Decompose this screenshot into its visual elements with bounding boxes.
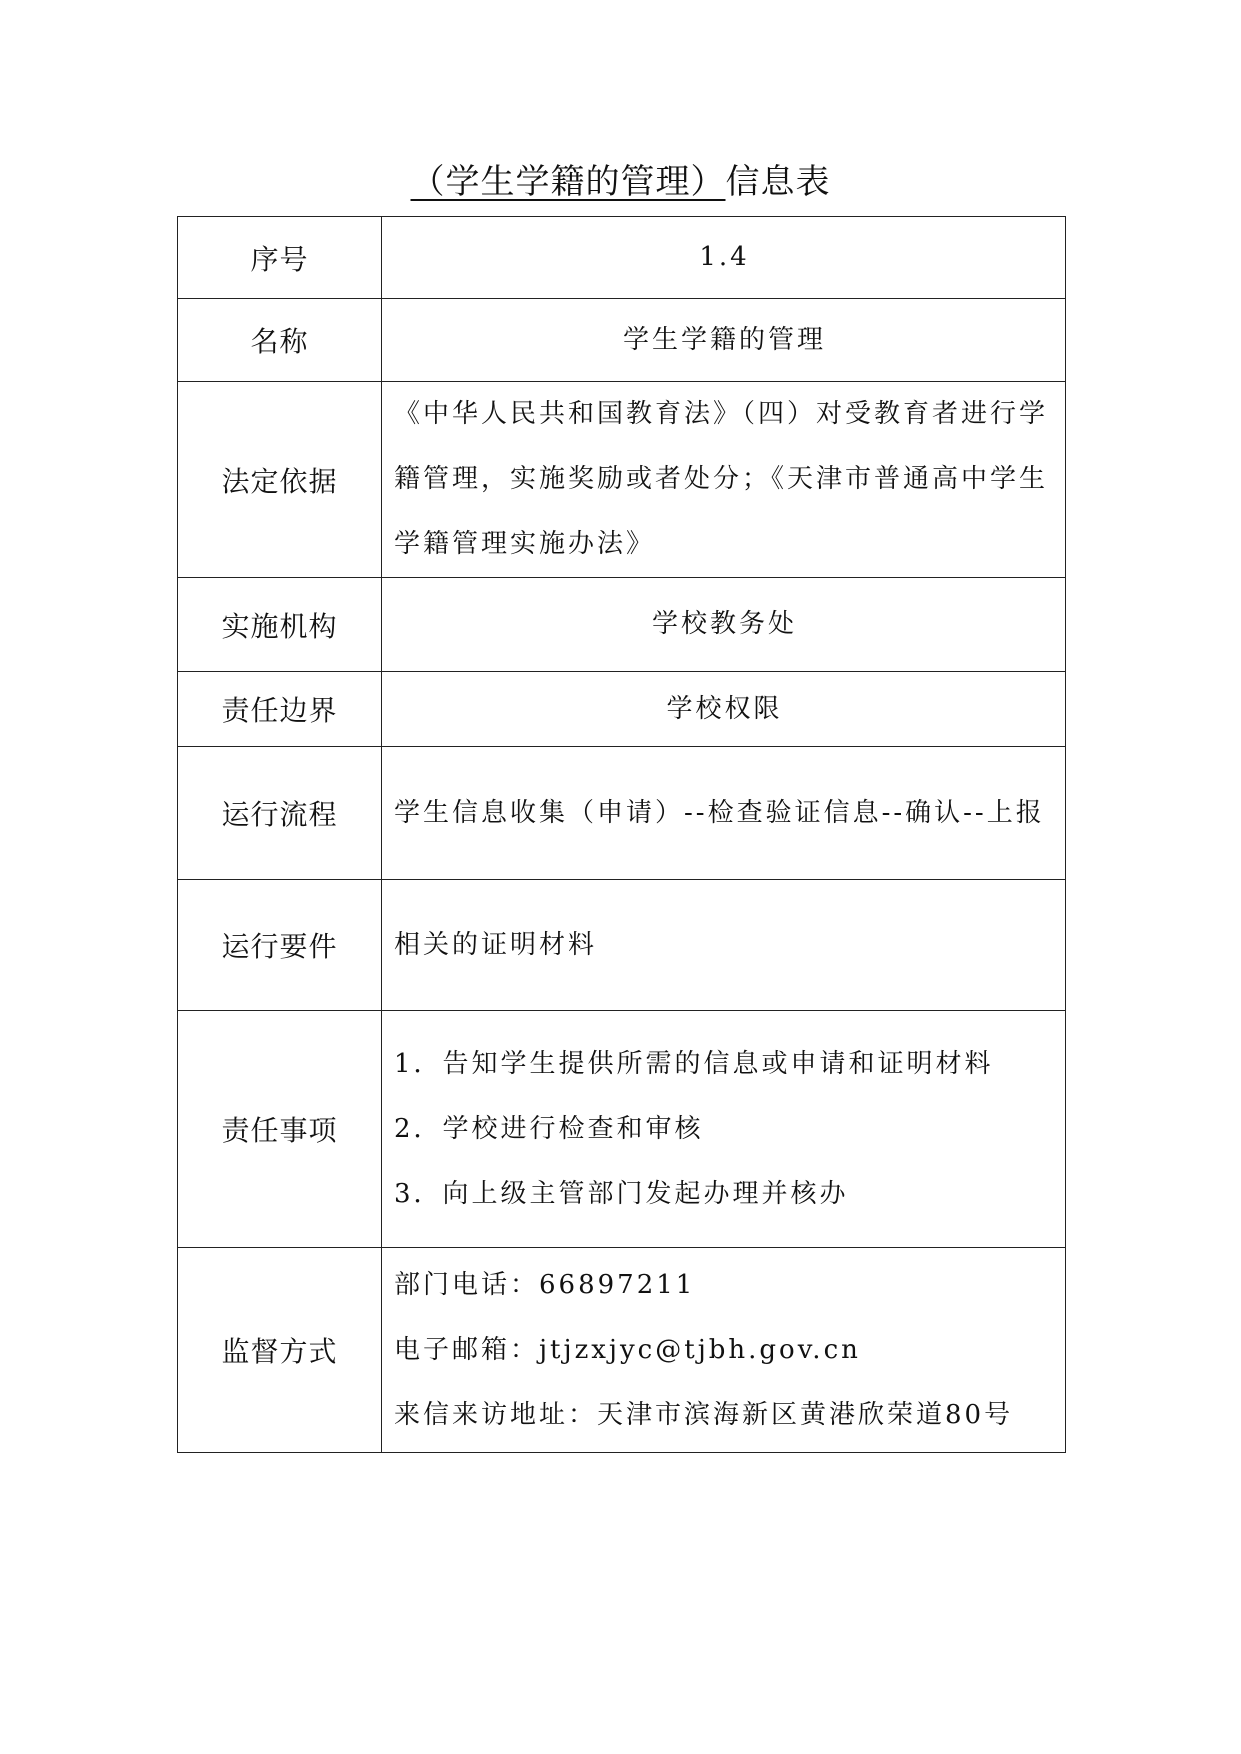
info-table	[177, 216, 1066, 1453]
process-text: 学生信息收集（申请）--检查验证信息--确认--上报	[394, 797, 1045, 828]
label-name: 名称	[178, 299, 382, 382]
value-requirements: 相关的证明材料	[382, 880, 1066, 1011]
table-row-legal-basis	[178, 382, 1066, 578]
label-legal-basis: 法定依据	[178, 382, 382, 578]
value-process	[382, 747, 1066, 880]
legal-basis-text: 《中华人民共和国教育法》（四）对受教育者进行学籍管理，实施奖励或者处分；《天津市普通高中学生学籍管理实施办法》	[394, 399, 1049, 559]
value-responsibilities	[382, 1011, 1066, 1248]
table-row-agency	[178, 578, 1066, 672]
title-suffix: 信息表	[725, 162, 831, 202]
label-serial: 序号	[178, 217, 382, 299]
table-row-process	[178, 747, 1066, 880]
document-title	[0, 160, 1241, 204]
value-name: 学生学籍的管理	[382, 299, 1066, 382]
label-responsibilities: 责任事项	[178, 1011, 382, 1248]
label-process: 运行流程	[178, 747, 382, 880]
value-supervision	[382, 1248, 1066, 1453]
table-row-supervision	[178, 1248, 1066, 1453]
supervision-email: 电子邮箱：jtjzxjyc@tjbh.gov.cn	[394, 1334, 861, 1365]
responsibility-item: 2．学校进行检查和审核	[394, 1113, 704, 1144]
value-agency: 学校教务处	[382, 578, 1066, 672]
supervision-phone: 部门电话：66897211	[394, 1269, 696, 1300]
table-row-name	[178, 299, 1066, 382]
title-underlined-part: （学生学籍的管理）	[410, 162, 726, 202]
responsibility-item: 1．告知学生提供所需的信息或申请和证明材料	[394, 1048, 994, 1079]
label-requirements: 运行要件	[178, 880, 382, 1011]
table-row-serial	[178, 217, 1066, 299]
table-row-boundary	[178, 672, 1066, 747]
value-serial: 1.4	[382, 217, 1066, 299]
value-boundary: 学校权限	[382, 672, 1066, 747]
label-agency: 实施机构	[178, 578, 382, 672]
label-supervision: 监督方式	[178, 1248, 382, 1453]
table-row-requirements	[178, 880, 1066, 1011]
value-legal-basis	[382, 382, 1066, 578]
label-boundary: 责任边界	[178, 672, 382, 747]
supervision-address: 来信来访地址：天津市滨海新区黄港欣荣道80号	[394, 1399, 1014, 1430]
responsibility-item: 3．向上级主管部门发起办理并核办	[394, 1178, 849, 1209]
table-row-responsibilities	[178, 1011, 1066, 1248]
